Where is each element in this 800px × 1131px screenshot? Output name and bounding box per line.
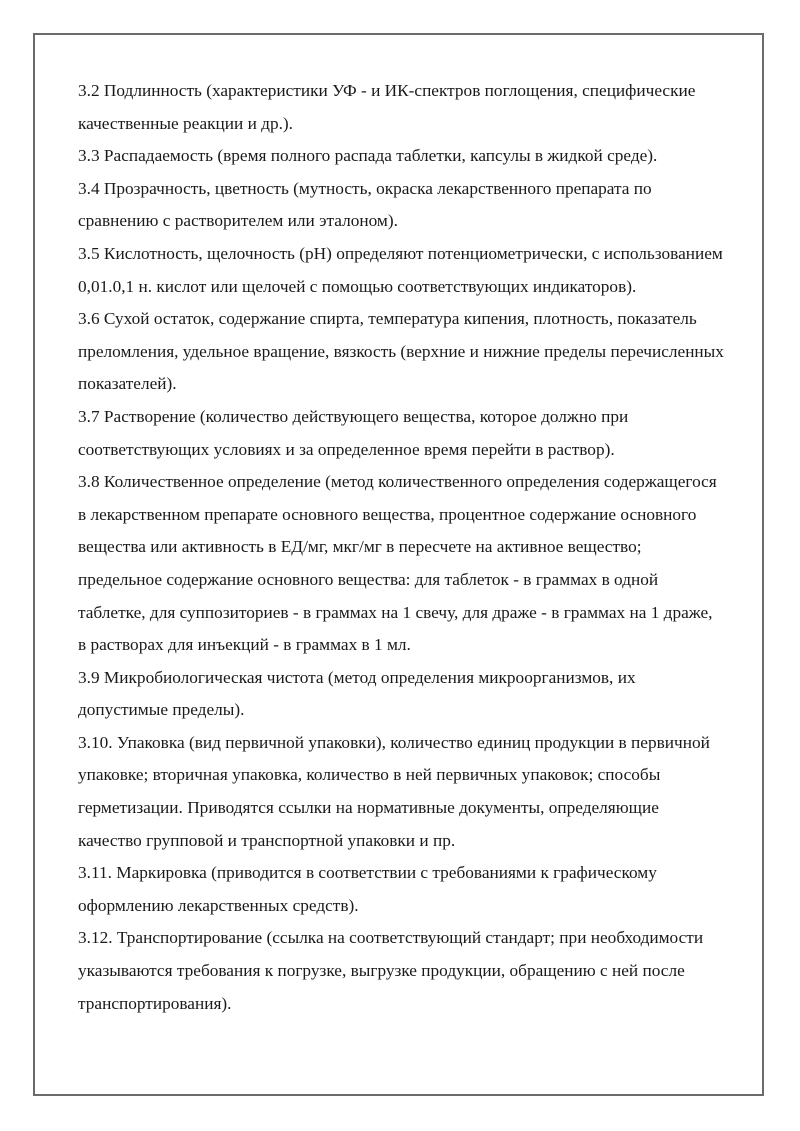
document-page: [33, 33, 764, 1096]
paragraph-3-4: 3.4 Прозрачность, цветность (мутность, окраска лекарственного препарата по сравнению с растворителем или эталоном).: [78, 178, 652, 231]
paragraph-3-12: 3.12. Транспортирование (ссылка на соответствующий стандарт; при необходимости указываются требования к погрузке, выгрузке продукции, обращению с ней после транспортирования).: [78, 928, 704, 1013]
paragraph-3-8: 3.8 Количественное определение (метод количественного определения содержащегося в лекарственном препарате основного вещества, процентное содержание основного вещества или активность в ЕД/мг, мкг/мг в пересчете на активное вещество; предельное содержание основного вещества: для таблеток - в граммах в одной таблетке, для суппозиториев - в граммах на 1 свечу, для драже - в граммах на 1 драже, в растворах для инъекций - в граммах в 1 мл.: [78, 472, 717, 655]
paragraph-3-10: 3.10. Упаковка (вид первичной упаковки), количество единиц продукции в первичной упаковке; вторичная упаковка, количество в ней первичных упаковок; способы герметизации. Приводятся ссылки на нормативные документы, определяющие качество групповой и транспортной упаковки и пр.: [78, 732, 710, 850]
paragraph-3-7: 3.7 Растворение (количество действующего вещества, которое должно при соответствующих условиях и за определенное время перейти в раствор).: [78, 406, 629, 459]
paragraph-3-6: 3.6 Сухой остаток, содержание спирта, температура кипения, плотность, показатель преломления, удельное вращение, вязкость (верхние и нижние пределы перечисленных показателей).: [78, 309, 724, 394]
paragraph-3-3: 3.3 Распадаемость (время полного распада таблетки, капсулы в жидкой среде).: [78, 146, 658, 166]
document-body: [78, 75, 724, 1020]
paragraph-3-2: 3.2 Подлинность (характеристики УФ - и ИК-спектров поглощения, специфические качественные реакции и др.).: [78, 81, 696, 133]
paragraph-3-9: 3.9 Микробиологическая чистота (метод определения микроорганизмов, их допустимые пределы).: [78, 667, 636, 720]
paragraph-3-11: 3.11. Маркировка (приводится в соответствии с требованиями к графическому оформлению лекарственных средств).: [78, 863, 657, 915]
paragraph-3-5: 3.5 Кислотность, щелочность (рН) определяют потенциометрически, с использованием 0,01.0,1 н. кислот или щелочей с помощью соответствующих индикаторов).: [78, 243, 723, 296]
